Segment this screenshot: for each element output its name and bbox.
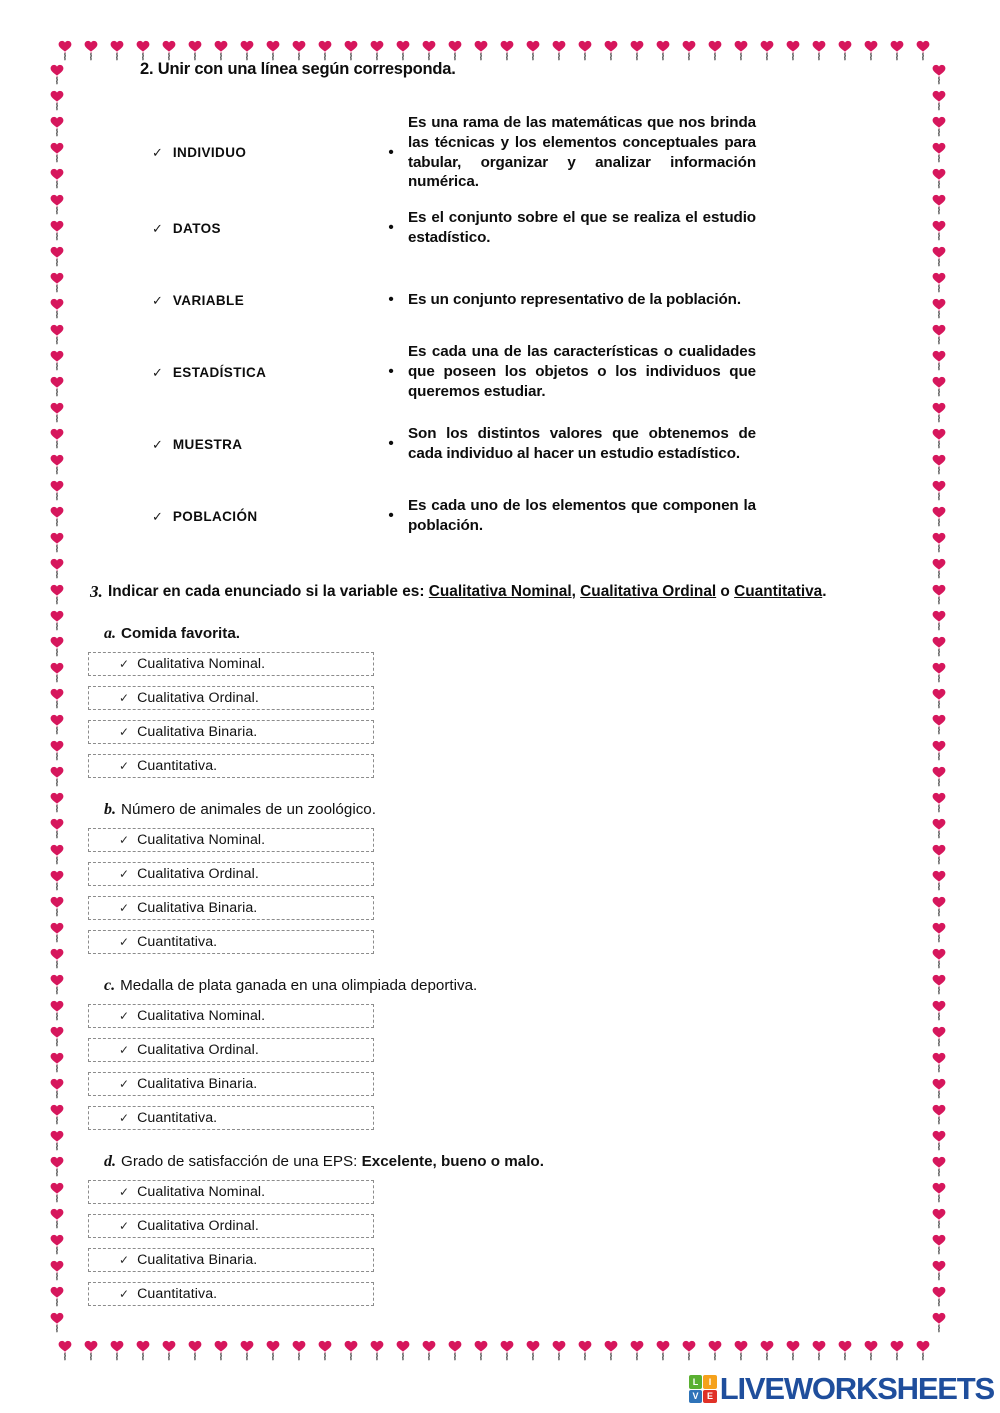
prompt-underline-3: Cuantitativa: [734, 583, 823, 600]
definition-text: Son los distintos valores que obtenemos de cada individuo al hacer un estudio estadístico.: [408, 425, 756, 462]
exercise-3-items: [78, 624, 924, 1306]
option-label: Cualitativa Nominal.: [137, 656, 266, 672]
option-checkbox-c-1[interactable]: [88, 1004, 374, 1028]
matching-row: [78, 408, 924, 480]
option-checkbox-d-1[interactable]: [88, 1180, 374, 1204]
check-icon: ✓: [119, 935, 130, 949]
check-icon: ✓: [119, 1043, 130, 1057]
option-checkbox-b-3[interactable]: [88, 896, 374, 920]
check-icon: ✓: [119, 1077, 130, 1091]
check-icon: ✓: [119, 1219, 130, 1233]
option-label: Cualitativa Nominal.: [137, 1184, 266, 1200]
term-label: MUESTRA: [172, 436, 243, 452]
matching-row: [78, 336, 924, 408]
option-checkbox-d-3[interactable]: [88, 1248, 374, 1272]
matching-row: [78, 264, 924, 336]
exercise-3-item-a: [78, 624, 924, 644]
option-checkbox-c-2[interactable]: [88, 1038, 374, 1062]
prompt-end: .: [822, 583, 827, 600]
option-label: Cualitativa Binaria.: [137, 1252, 258, 1268]
option-checkbox-a-3[interactable]: [88, 720, 374, 744]
option-checkbox-b-4[interactable]: [88, 930, 374, 954]
option-label: Cualitativa Binaria.: [137, 900, 258, 916]
matching-exercise: [78, 113, 924, 552]
option-label: Cuantitativa.: [137, 1286, 218, 1302]
check-icon: ✓: [152, 220, 163, 236]
option-checkbox-c-4[interactable]: [88, 1106, 374, 1130]
logo-wordmark: LIVEWORKSHEETS: [719, 1371, 994, 1406]
prompt-part-1: Indicar en cada enunciado si la variable es:: [108, 583, 429, 600]
bullet-icon: •: [388, 143, 394, 161]
check-icon: ✓: [152, 292, 163, 308]
term-item-individuo[interactable]: [78, 145, 374, 160]
logo-square-l: L: [689, 1375, 703, 1389]
exercise-2-title: 2. Unir con una línea según corresponda.: [140, 60, 456, 78]
term-label: INDIVIDUO: [172, 145, 247, 160]
check-icon: ✓: [119, 759, 130, 773]
logo-square-v: V: [689, 1390, 703, 1404]
item-letter: c.: [104, 977, 116, 994]
option-label: Cuantitativa.: [137, 1110, 218, 1126]
bullet-icon: •: [388, 507, 394, 524]
check-icon: ✓: [152, 508, 163, 524]
definition-text: Es cada una de las características o cualidades que poseen los objetos o los individuos que queremos estudiar.: [408, 343, 756, 400]
option-label: Cuantitativa.: [137, 934, 218, 950]
check-icon: ✓: [119, 1253, 130, 1267]
logo-square-e: E: [703, 1390, 717, 1404]
option-label: Cualitativa Nominal.: [137, 1008, 266, 1024]
option-group-d: [78, 1180, 924, 1306]
item-stem: Número de animales de un zoológico.: [121, 801, 376, 818]
term-item-variable[interactable]: [78, 293, 374, 308]
exercise-3-item-c: [78, 976, 924, 996]
definition-text: Es un conjunto representativo de la población.: [408, 291, 741, 309]
term-item-muestra[interactable]: [78, 437, 374, 452]
check-icon: ✓: [152, 145, 163, 160]
check-icon: ✓: [119, 657, 130, 671]
prompt-underline-2: Cualitativa Ordinal: [580, 583, 717, 600]
definition-text: Es una rama de las matemáticas que nos brinda las técnicas y los elementos conceptuales para tabular, organizar y analizar información numérica.: [408, 114, 756, 191]
option-group-b: [78, 828, 924, 954]
option-group-a: [78, 652, 924, 778]
term-label: VARIABLE: [172, 292, 245, 308]
option-checkbox-b-2[interactable]: [88, 862, 374, 886]
check-icon: ✓: [152, 436, 163, 452]
exercise-3-item-b: [78, 800, 924, 820]
check-icon: ✓: [119, 1009, 130, 1023]
check-icon: ✓: [119, 691, 130, 705]
option-label: Cuantitativa.: [137, 758, 218, 774]
check-icon: ✓: [119, 1287, 130, 1301]
matching-row: [78, 113, 924, 192]
option-checkbox-c-3[interactable]: [88, 1072, 374, 1096]
option-label: Cualitativa Nominal.: [137, 832, 266, 848]
item-letter: d.: [104, 1153, 116, 1170]
definition-text: Es cada uno de los elementos que componen la población.: [408, 497, 756, 534]
check-icon: ✓: [119, 1185, 130, 1199]
option-checkbox-d-4[interactable]: [88, 1282, 374, 1306]
check-icon: ✓: [152, 364, 163, 380]
option-checkbox-b-1[interactable]: [88, 828, 374, 852]
bullet-icon: •: [388, 219, 394, 236]
item-letter: b.: [104, 801, 116, 818]
item-letter: a.: [104, 625, 116, 642]
check-icon: ✓: [119, 867, 130, 881]
item-stem-emphasis: Excelente, bueno o malo.: [361, 1153, 544, 1170]
bullet-icon: •: [388, 363, 394, 380]
option-label: Cualitativa Binaria.: [137, 1076, 258, 1092]
definition-text: Es el conjunto sobre el que se realiza el estudio estadístico.: [408, 209, 756, 246]
option-label: Cualitativa Ordinal.: [137, 690, 259, 706]
option-checkbox-a-2[interactable]: [88, 686, 374, 710]
exercise-3-header: [78, 582, 924, 602]
matching-row: [78, 480, 924, 552]
logo-square-i: I: [703, 1375, 717, 1389]
matching-row: [78, 192, 924, 264]
exercise-3-number: 3.: [90, 582, 103, 601]
check-icon: ✓: [119, 833, 130, 847]
option-label: Cualitativa Ordinal.: [137, 1218, 259, 1234]
term-label: DATOS: [172, 220, 221, 236]
item-stem: Medalla de plata ganada en una olimpiada deportiva.: [120, 977, 478, 994]
liveworksheets-logo: [689, 1371, 994, 1407]
item-stem: Comida favorita.: [121, 625, 240, 642]
prompt-underline-1: Cualitativa Nominal: [428, 583, 572, 600]
term-item-datos[interactable]: [78, 221, 374, 236]
check-icon: ✓: [119, 1111, 130, 1125]
item-stem: Grado de satisfacción de una EPS:: [121, 1153, 362, 1170]
option-label: Cualitativa Ordinal.: [137, 1042, 259, 1058]
term-label: POBLACIÓN: [172, 508, 258, 524]
worksheet-content: [78, 52, 924, 1334]
option-label: Cualitativa Binaria.: [137, 724, 258, 740]
term-item-estadistica[interactable]: [78, 365, 374, 380]
prompt-sep-1: ,: [571, 583, 581, 600]
logo-grid-icon: [689, 1375, 717, 1403]
exercise-3-item-d: [78, 1152, 924, 1172]
check-icon: ✓: [119, 725, 130, 739]
exercise-3-prompt: [108, 582, 827, 602]
bullet-icon: •: [388, 291, 394, 308]
term-item-poblacion[interactable]: [78, 509, 374, 524]
option-checkbox-d-2[interactable]: [88, 1214, 374, 1238]
term-label: ESTADÍSTICA: [172, 364, 267, 380]
prompt-sep-2: o: [716, 583, 735, 600]
option-label: Cualitativa Ordinal.: [137, 866, 259, 882]
option-group-c: [78, 1004, 924, 1130]
bullet-icon: •: [388, 435, 394, 452]
option-checkbox-a-1[interactable]: [88, 652, 374, 676]
option-checkbox-a-4[interactable]: [88, 754, 374, 778]
check-icon: ✓: [119, 901, 130, 915]
